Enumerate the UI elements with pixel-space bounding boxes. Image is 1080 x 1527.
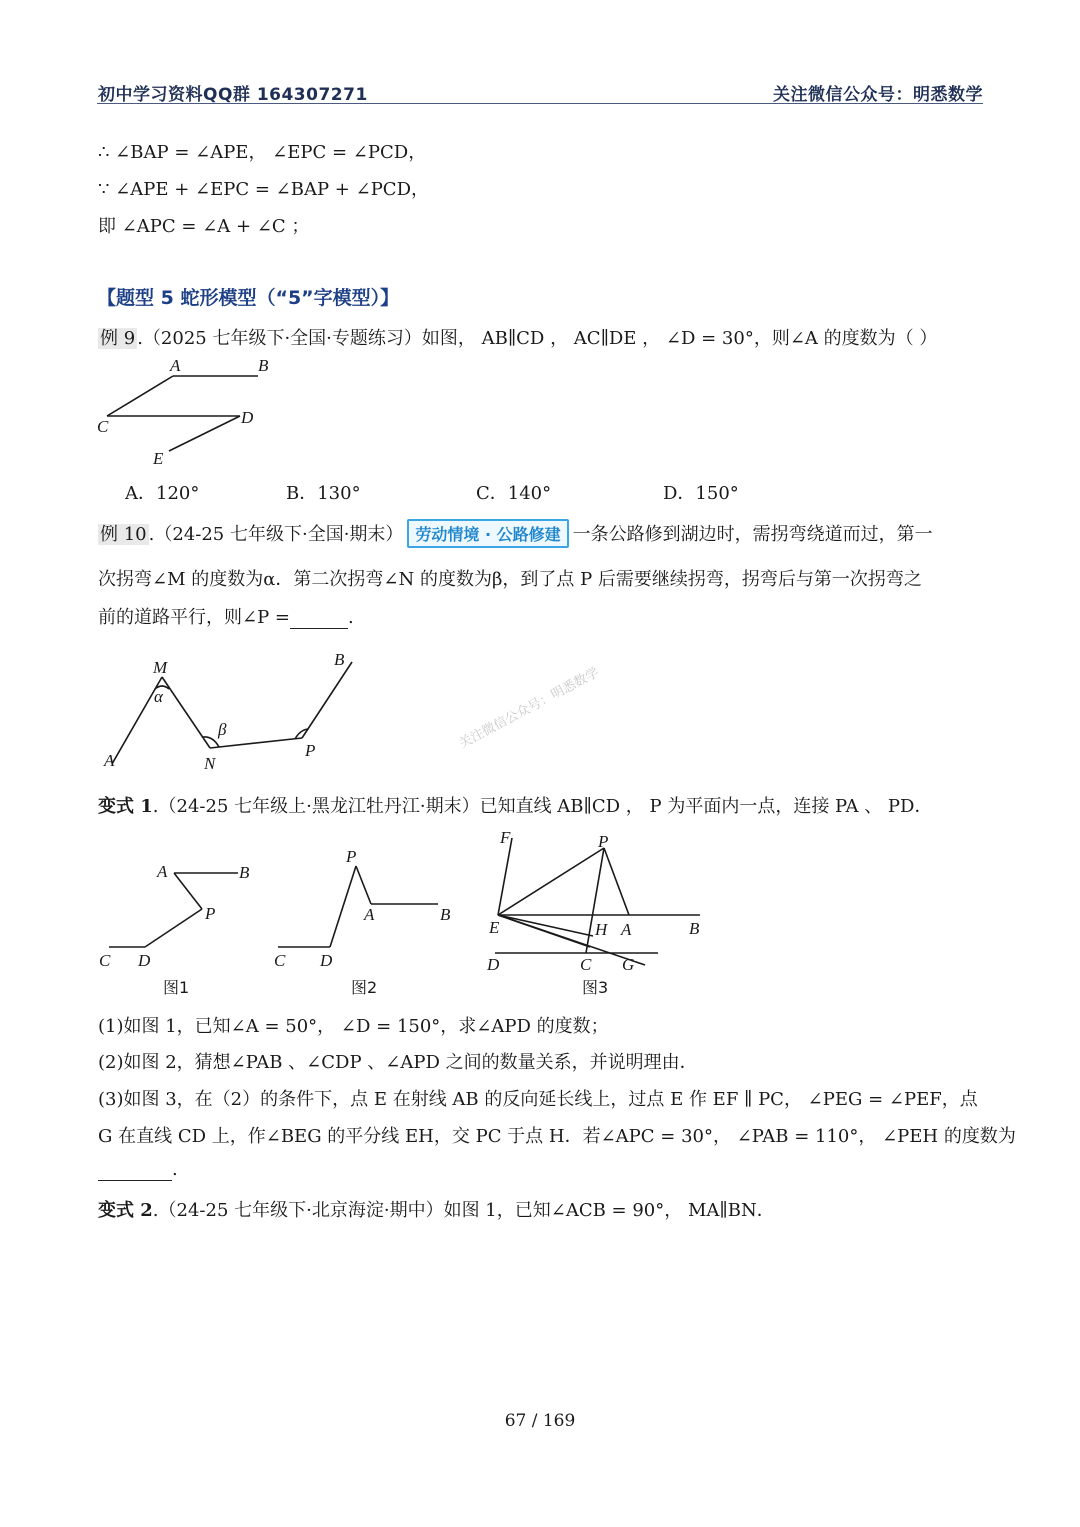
header-left: 初中学习资料QQ群 164307271 — [98, 85, 368, 105]
fig1-label-c: C — [99, 951, 111, 970]
caption-fig2: 图2 — [351, 978, 378, 997]
variant1-stem — [98, 792, 932, 818]
caption-fig3: 图3 — [582, 978, 609, 997]
answer-blank — [290, 607, 348, 629]
variant1-q3-line-3 — [98, 1159, 178, 1181]
example10-text-end: . — [348, 607, 354, 628]
variant1-text: .（24-25 七年级上·黑龙江牡丹江·期末）已知直线 AB∥CD ， P 为平面内一点，连接 PA 、 PD． — [152, 796, 933, 817]
segment-ac — [107, 376, 173, 416]
watermark: 关注微信公众号：明悉数学 — [456, 665, 602, 752]
road-segment-pb — [302, 662, 352, 738]
example10-figure — [95, 640, 375, 780]
fig3-label-d: D — [487, 955, 500, 974]
label-b: B — [258, 356, 269, 375]
example10-label: 例 10 — [100, 524, 147, 545]
section-title: 【题型 5 蛇形模型（“5”字模型）】 — [97, 287, 400, 309]
context-badge: 劳动情境 · 公路修建 — [407, 519, 568, 548]
page-number: 67 / 169 — [504, 1411, 576, 1431]
variant1-q3-end: . — [172, 1159, 178, 1180]
label-alpha: α — [154, 687, 163, 706]
fig1-label-p: P — [205, 904, 216, 923]
example9-text: .（2025 七年级下·全国·专题练习）如图， AB∥CD ， AC∥DE ， ∠D = 30°，则∠A 的度数为（ ） — [137, 328, 938, 349]
segment-de — [169, 416, 240, 451]
example10-line-1 — [98, 519, 933, 548]
fig2-label-a: A — [364, 905, 375, 924]
proof-line-1: ∴ ∠BAP = ∠APE， ∠EPC = ∠PCD， — [98, 142, 427, 163]
option-a: A．120° — [125, 483, 200, 504]
answer-blank-2 — [98, 1159, 172, 1181]
example10-line-2: 次拐弯∠M 的度数为α．第二次拐弯∠N 的度数为β，到了点 P 后需要继续拐弯，拐弯后与第一次拐弯之 — [98, 569, 922, 590]
fig2-label-p: P — [346, 847, 357, 866]
option-b: B．130° — [286, 483, 361, 504]
fig3-label-g: G — [622, 955, 635, 974]
example9-stem — [98, 324, 937, 350]
example10-line-3 — [98, 603, 354, 629]
option-d: D．150° — [663, 483, 739, 504]
road-segment-np — [210, 738, 302, 748]
example10-source: .（24-25 七年级下·全国·期末） — [148, 524, 404, 545]
label-p: P — [305, 741, 316, 760]
label-a: A — [104, 751, 115, 770]
variant1-q3-line-1: (3)如图 3，在（2）的条件下，点 E 在射线 AB 的反向延长线上，过点 E 作 EF ∥ PC， ∠PEG = ∠PEF，点 — [98, 1089, 978, 1110]
label-n: N — [204, 754, 216, 773]
label-e: E — [153, 449, 164, 468]
label-beta: β — [218, 720, 227, 739]
fig3-label-c: C — [580, 955, 592, 974]
label-c: C — [97, 417, 109, 436]
option-c: C．140° — [476, 483, 552, 504]
label-d: D — [241, 408, 254, 427]
variant1-label: 变式 1 — [98, 796, 153, 817]
fig3-label-b: B — [689, 919, 700, 938]
figure-1 — [109, 873, 238, 947]
example9-figure — [90, 352, 290, 472]
fig1-label-d: D — [138, 951, 151, 970]
fig1-label-b: B — [239, 863, 250, 882]
label-b: B — [334, 650, 345, 669]
variant1-q2: (2)如图 2，猜想∠PAB 、∠CDP 、∠APD 之间的数量关系，并说明理由． — [98, 1052, 698, 1073]
example10-text-1: 一条公路修到湖边时，需拐弯绕道而过，第一 — [572, 524, 933, 545]
proof-line-3: 即 ∠APC = ∠A + ∠C ； — [98, 216, 310, 237]
fig2-label-c: C — [274, 951, 286, 970]
road-segment-mn — [162, 677, 210, 748]
fig3-label-h: H — [595, 920, 608, 939]
figure-2 — [278, 866, 438, 947]
variant1-figures — [95, 825, 715, 1005]
variant1-q1: (1)如图 1，已知∠A = 50°， ∠D = 150°，求∠APD 的度数； — [98, 1016, 609, 1037]
fig2-label-b: B — [440, 905, 451, 924]
variant2-label: 变式 2 — [98, 1200, 153, 1221]
example10-text-3: 前的道路平行，则∠P = — [98, 607, 290, 628]
fig3-label-p: P — [598, 832, 609, 851]
fig1-label-a: A — [157, 862, 168, 881]
fig3-label-e: E — [489, 918, 500, 937]
fig2-label-d: D — [320, 951, 333, 970]
header-divider — [97, 103, 983, 104]
figure-3 — [495, 838, 700, 965]
fig3-label-f: F — [500, 828, 511, 847]
variant2-stem — [98, 1196, 775, 1222]
proof-line-2: ∵ ∠APE + ∠EPC = ∠BAP + ∠PCD， — [98, 179, 430, 200]
example9-label: 例 9 — [100, 328, 136, 349]
header-right: 关注微信公众号：明悉数学 — [773, 85, 983, 105]
variant2-text: .（24-25 七年级下·北京海淀·期中）如图 1，已知∠ACB = 90°， MA∥BN． — [152, 1200, 775, 1221]
label-a: A — [170, 356, 181, 375]
caption-fig1: 图1 — [163, 978, 190, 997]
variant1-q3-line-2: G 在直线 CD 上，作∠BEG 的平分线 EH，交 PC 于点 H．若∠APC = 30°， ∠PAB = 110°， ∠PEH 的度数为 — [98, 1126, 1016, 1147]
label-m: M — [153, 658, 168, 677]
fig3-label-a: A — [621, 920, 632, 939]
